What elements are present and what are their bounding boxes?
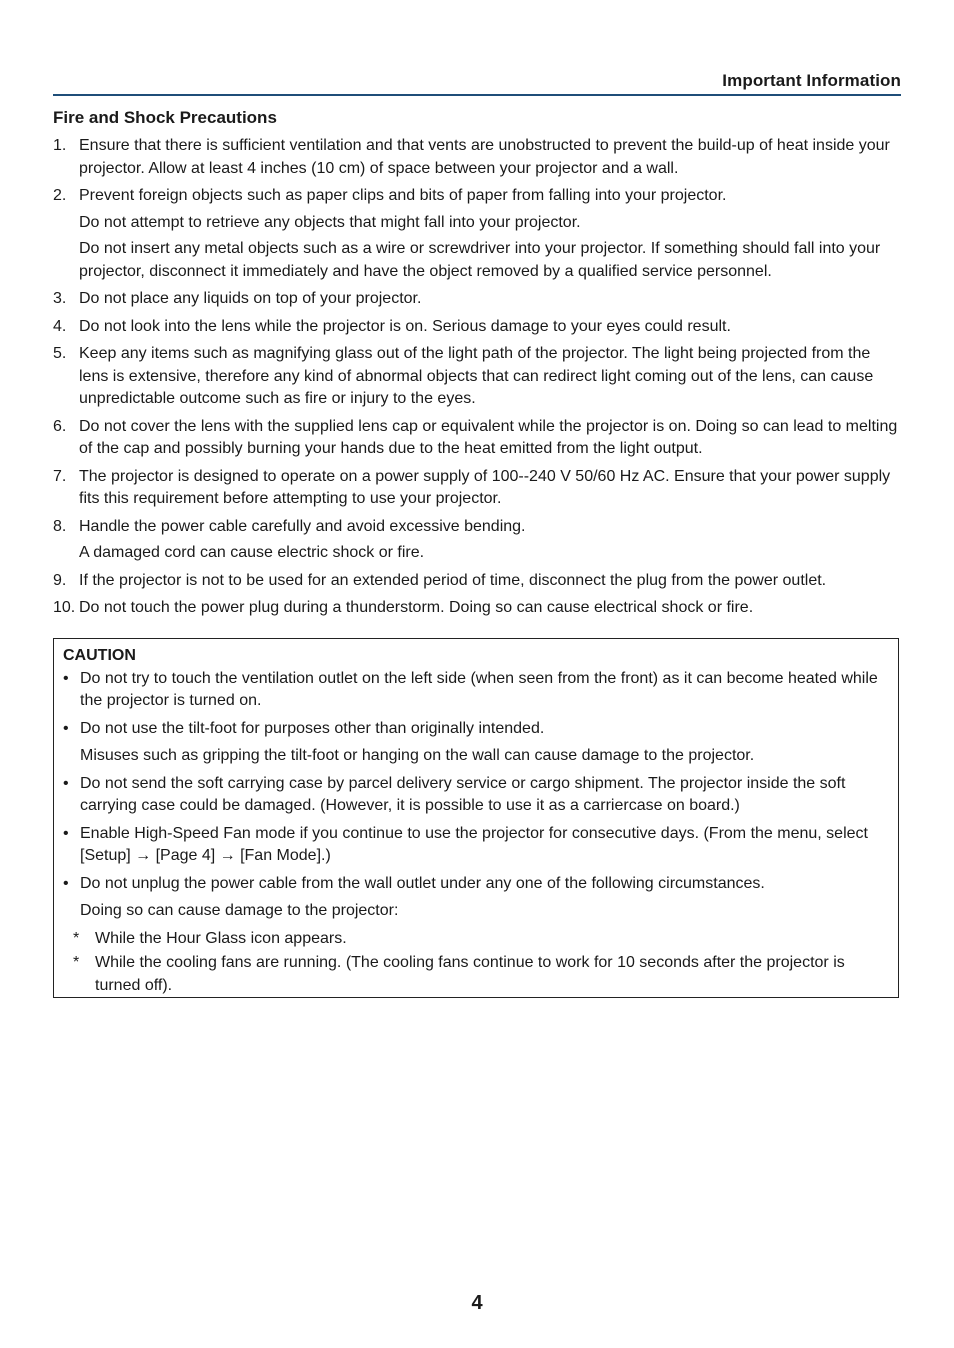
caution-bullet — [63, 668, 888, 713]
caution-text: Do not try to touch the ventilation outlet on the left side (when seen from the front) as it can become heated while the projector is turned on. — [80, 669, 878, 709]
caution-title: CAUTION — [63, 647, 136, 664]
caution-text: Do not use the tilt-foot for purposes other than originally intended. — [80, 719, 545, 737]
asterisk-icon: * — [73, 929, 80, 947]
bullet-icon: • — [63, 774, 69, 792]
star-text: While the Hour Glass icon appears. — [95, 929, 347, 947]
item-number: 8. — [53, 517, 67, 535]
bullet-icon: • — [63, 669, 69, 687]
item-number: 9. — [53, 571, 67, 589]
item-text: Keep any items such as magnifying glass out of the light path of the projector. The light being projected from the lens is extensive, therefore any kind of abnormal objects that can redirect light coming out of the lens, can cause unpredictable outcome such as fire or injury to the eyes. — [79, 345, 874, 407]
caution-box — [53, 638, 899, 998]
item-number: 3. — [53, 290, 67, 307]
precaution-list — [53, 135, 903, 625]
item-text: Handle the power cable carefully and avoid excessive bending. — [79, 517, 526, 535]
item-text: Ensure that there is sufficient ventilation and that vents are unobstructed to prevent the build-up of heat inside your projector. Allow at least 4 inches (10 cm) of space between your projector and a wall. — [79, 137, 890, 177]
bullet-icon: • — [63, 824, 69, 842]
item-text: The projector is designed to operate on a power supply of 100--240 V 50/60 Hz AC. Ensure that your power supply fits this requirement before attempting to use your projector. — [79, 467, 891, 507]
bullet-icon: • — [63, 719, 69, 737]
page-header — [53, 68, 901, 96]
list-item — [53, 516, 903, 539]
caution-bullet — [63, 823, 888, 868]
caution-text: Do not unplug the power cable from the wall outlet under any one of the following circumstances. — [80, 874, 765, 892]
list-item — [53, 316, 903, 339]
asterisk-icon: * — [73, 954, 80, 971]
item-number: 10. — [53, 599, 76, 616]
item-text: Do not place any liquids on top of your projector. — [79, 290, 422, 307]
list-item — [53, 416, 903, 461]
item-note: Do not attempt to retrieve any objects that might fall into your projector. — [79, 213, 581, 231]
item-number: 5. — [53, 345, 67, 362]
caution-note: Doing so can cause damage to the projector: — [80, 902, 399, 919]
caution-text: Do not send the soft carrying case by parcel delivery service or cargo shipment. The projector inside the soft carrying case could be damaged. (However, it is possible to use it as a carriercase on board.) — [80, 774, 846, 814]
item-number: 6. — [53, 417, 67, 435]
page-number: 4 — [471, 1292, 483, 1314]
caution-bullet — [63, 873, 888, 896]
list-item — [53, 597, 903, 620]
item-text: If the projector is not to be used for an extended period of time, disconnect the plug from the power outlet. — [79, 571, 827, 589]
list-item — [53, 135, 903, 180]
caution-text: Enable High-Speed Fan mode if you continue to use the projector for consecutive days. (From the menu, select [Setup] → [Page 4] → [Fan Mode].) — [80, 824, 868, 864]
item-number: 4. — [53, 317, 67, 335]
section-title: Fire and Shock Precautions — [53, 108, 277, 127]
caution-bullet — [63, 718, 888, 741]
caution-star-item — [63, 952, 888, 997]
item-note: Do not insert any metal objects such as a wire or screwdriver into your projector. If something should fall into your projector, disconnect it immediately and have the object removed by a qualified service personnel. — [79, 240, 881, 280]
item-text: Prevent foreign objects such as paper clips and bits of paper from falling into your projector. — [79, 187, 727, 204]
item-number: 1. — [53, 137, 67, 154]
list-item — [53, 466, 903, 511]
item-number: 2. — [53, 187, 67, 204]
item-note: A damaged cord can cause electric shock or fire. — [79, 544, 425, 561]
item-number: 7. — [53, 467, 67, 485]
list-item — [53, 185, 903, 208]
caution-note: Misuses such as gripping the tilt-foot or hanging on the wall can cause damage to the projector. — [80, 747, 755, 764]
caution-bullet — [63, 773, 888, 818]
item-text: Do not look into the lens while the projector is on. Serious damage to your eyes could result. — [79, 317, 731, 335]
item-text: Do not touch the power plug during a thunderstorm. Doing so can cause electrical shock or fire. — [79, 599, 754, 616]
bullet-icon: • — [63, 874, 69, 892]
list-item — [53, 570, 903, 593]
header-title: Important Information — [722, 71, 901, 90]
list-item — [53, 343, 903, 411]
caution-star-item — [63, 928, 888, 951]
item-text: Do not cover the lens with the supplied lens cap or equivalent while the projector is on. Doing so can lead to melting of the cap and possibly burning your hands due to the heat emitted from the light output. — [79, 417, 898, 457]
star-text: While the cooling fans are running. (The cooling fans continue to work for 10 seconds after the projector is turned off). — [95, 954, 845, 994]
list-item — [53, 288, 903, 311]
